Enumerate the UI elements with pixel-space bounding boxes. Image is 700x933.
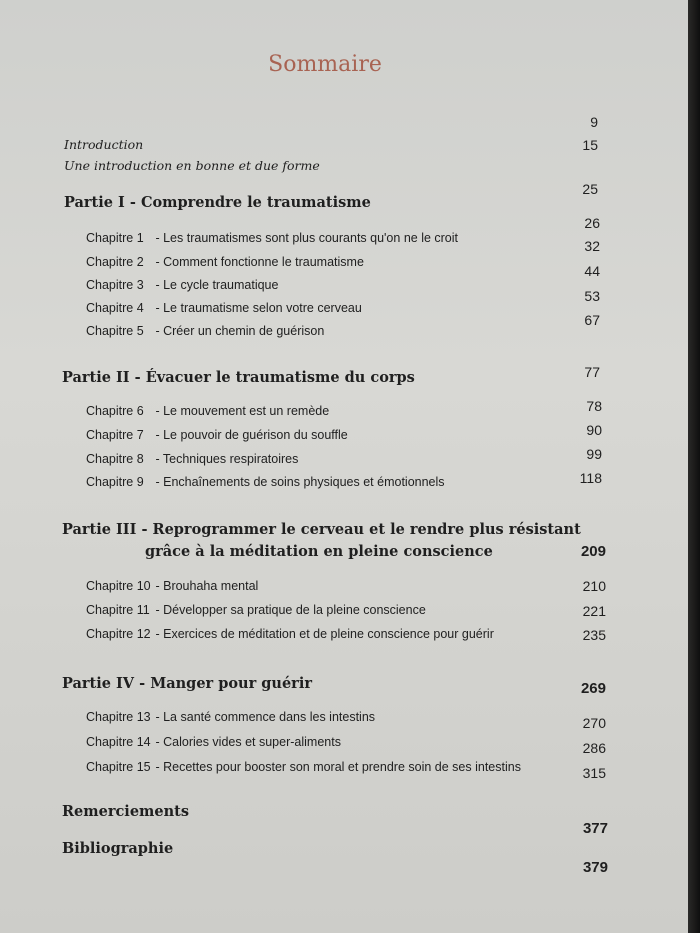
part-title: Reprogrammer le cerveau et le rendre plus résistant xyxy=(152,521,581,538)
part-label: Partie I xyxy=(64,194,125,211)
toc-page-number: 270 xyxy=(582,715,606,731)
part-title: Comprendre le traumatisme xyxy=(140,194,371,211)
toc-back-matter: Bibliographie xyxy=(62,840,174,857)
toc-page-number: 25 xyxy=(582,181,598,197)
toc-part-heading: Partie IV - Manger pour guérir xyxy=(62,675,312,692)
toc-page-number: 221 xyxy=(582,603,606,619)
toc-page-number: 53 xyxy=(584,288,600,304)
toc-page-number: 210 xyxy=(582,578,606,594)
toc-page-number: 118 xyxy=(579,470,602,486)
toc-chapter: Chapitre 9 - Enchaînements de soins physiques et émotionnels xyxy=(86,475,445,489)
toc-page-number: 286 xyxy=(582,740,606,756)
toc-intro-label: Introduction xyxy=(64,137,144,152)
toc-part-heading: Partie I - Comprendre le traumatisme xyxy=(64,194,371,211)
toc-page-number: 32 xyxy=(584,238,600,254)
toc-chapter: Chapitre 1 - Les traumatismes sont plus courants qu'on ne le croit xyxy=(86,231,459,245)
toc-chapter: Chapitre 12 - Exercices de méditation et de pleine conscience pour guérir xyxy=(86,627,494,641)
page-edge-shadow xyxy=(688,0,700,933)
toc-chapter: Chapitre 15 - Recettes pour booster son moral et prendre soin de ses intestins xyxy=(86,760,521,774)
part-title: Évacuer le traumatisme du corps xyxy=(145,369,415,386)
toc-chapter: Chapitre 13 - La santé commence dans les intestins xyxy=(86,710,376,724)
toc-page-number: 99 xyxy=(586,446,602,462)
toc-chapter: Chapitre 14 - Calories vides et super-aliments xyxy=(86,735,341,749)
toc-chapter: Chapitre 2 - Comment fonctionne le traumatisme xyxy=(86,255,364,269)
part-label: Partie III xyxy=(62,521,137,538)
toc-page-number: 209 xyxy=(580,543,606,560)
part-label: Partie II xyxy=(62,369,130,386)
toc-chapter: Chapitre 10 - Brouhaha mental xyxy=(86,579,259,593)
toc-part-heading: Partie III - Reprogrammer le cerveau et le rendre plus résistant xyxy=(62,521,581,538)
toc-page-number: 315 xyxy=(582,765,606,781)
toc-chapter: Chapitre 7 - Le pouvoir de guérison du souffle xyxy=(86,428,348,442)
part-label: Partie IV xyxy=(62,675,135,692)
toc-page-number: 269 xyxy=(580,680,606,697)
toc-chapter: Chapitre 11 - Développer sa pratique de la pleine conscience xyxy=(86,603,426,617)
toc-chapter: Chapitre 5 - Créer un chemin de guérison xyxy=(86,324,325,338)
toc-intro-subtitle: Une introduction en bonne et due forme xyxy=(64,158,320,173)
part-title-line2: grâce à la méditation en pleine conscience xyxy=(145,543,493,560)
toc-page-number: 90 xyxy=(586,422,602,438)
toc-page-number: 67 xyxy=(584,312,600,328)
part-title: Manger pour guérir xyxy=(150,675,312,692)
toc-page-number: 78 xyxy=(586,398,602,414)
toc-page-number: 77 xyxy=(584,364,600,380)
toc-chapter: Chapitre 3 - Le cycle traumatique xyxy=(86,278,279,292)
toc-page-number: 377 xyxy=(582,820,608,837)
toc-page-number: 44 xyxy=(584,263,600,279)
toc-page-number: 235 xyxy=(582,627,606,643)
toc-chapter: Chapitre 8 - Techniques respiratoires xyxy=(86,452,299,466)
toc-back-matter: Remerciements xyxy=(62,803,190,820)
page-title: Sommaire xyxy=(268,52,382,77)
toc-page-number: 26 xyxy=(584,215,600,231)
toc-chapter: Chapitre 4 - Le traumatisme selon votre cerveau xyxy=(86,301,362,315)
toc-page-number: 379 xyxy=(582,859,608,876)
toc-page-number: 9 xyxy=(590,114,598,130)
toc-page-number: 15 xyxy=(582,137,598,153)
toc-chapter: Chapitre 6 - Le mouvement est un remède xyxy=(86,404,330,418)
toc-part-heading: Partie II - Évacuer le traumatisme du corps xyxy=(62,369,415,386)
